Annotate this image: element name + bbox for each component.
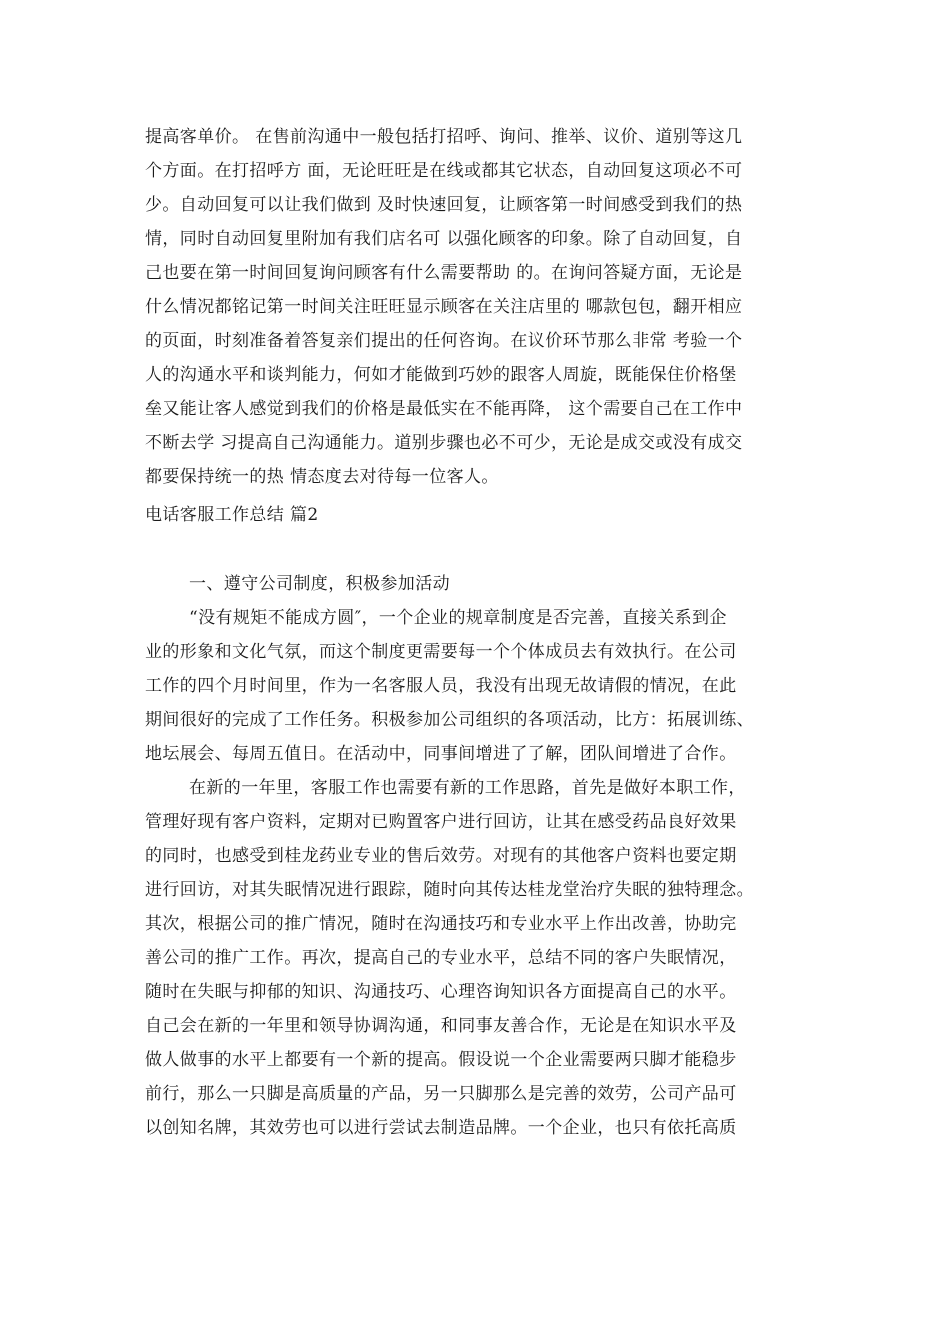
body-line: 在新的一年里，客服工作也需要有新的工作思路，首先是做好本职工作，	[189, 778, 746, 798]
body-line: 随时在失眠与抑郁的知识、沟通技巧、心理咨询知识各方面提高自己的水平。	[145, 982, 737, 1002]
section-title: 电话客服工作总结 篇2	[145, 505, 319, 525]
body-line: 己也要在第一时间回复询问顾客有什么需要帮助 的。在询问答疑方面，无论是	[145, 263, 743, 283]
body-line: 前行，那么一只脚是高质量的产品，另一只脚那么是完善的效劳，公司产品可	[145, 1084, 737, 1104]
body-line: 人的沟通水平和谈判能力，何如才能做到巧妙的跟客人周旋，既能保住价格堡	[145, 365, 737, 385]
body-line: 垒又能让客人感觉到我们的价格是最低实在不能再降， 这个需要自己在工作中	[145, 399, 743, 419]
body-line: 善公司的推广工作。再次，提高自己的专业水平，总结不同的客户失眠情况，	[145, 948, 737, 968]
body-line: 地坛展会、每周五值日。在活动中，同事间增进了了解，团队间增进了合作。	[145, 744, 737, 764]
body-line: 其次，根据公司的推广情况，随时在沟通技巧和专业水平上作出改善，协助完	[145, 914, 737, 934]
body-line: 的同时，也感受到桂龙药业专业的售后效劳。对现有的其他客户资料也要定期	[145, 846, 737, 866]
body-line: 都要保持统一的热 情态度去对待每一位客人。	[145, 467, 499, 487]
body-line: 以创知名牌，其效劳也可以进行尝试去制造品牌。一个企业，也只有依托高质	[145, 1118, 737, 1138]
body-line: 期间很好的完成了工作任务。积极参加公司组织的各项活动，比方：拓展训练、	[145, 710, 754, 730]
body-line: 少。自动回复可以让我们做到 及时快速回复，让顾客第一时间感受到我们的热	[145, 195, 743, 215]
body-line: 自己会在新的一年里和领导协调沟通，和同事友善合作，无论是在知识水平及	[145, 1016, 737, 1036]
body-line: 不断去学 习提高自己沟通能力。道别步骤也必不可少，无论是成交或没有成交	[145, 433, 743, 453]
body-line: 管理好现有客户资料，定期对已购置客户进行回访，让其在感受药品良好效果	[145, 812, 737, 832]
body-line: 情，同时自动回复里附加有我们店名可 以强化顾客的印象。除了自动回复，自	[145, 229, 743, 249]
body-line: 提高客单价。 在售前沟通中一般包括打招呼、询问、推举、议价、道别等这几	[145, 127, 743, 147]
body-line: 什么情况都铭记第一时间关注旺旺显示顾客在关注店里的 哪款包包，翻开相应	[145, 297, 743, 317]
body-line: 进行回访，对其失眠情况进行跟踪，随时向其传达桂龙堂治疗失眠的独特理念。	[145, 880, 754, 900]
body-line: 个方面。在打招呼方 面，无论旺旺是在线或都其它状态，自动回复这项必不可	[145, 161, 743, 181]
body-line: 工作的四个月时间里，作为一名客服人员，我没有出现无故请假的情况，在此	[145, 676, 737, 696]
body-line: 业的形象和文化气氛，而这个制度更需要每一个个体成员去有效执行。在公司	[145, 642, 737, 662]
body-line: “没有规矩不能成方圆″，一个企业的规章制度是否完善，直接关系到企	[189, 608, 727, 628]
body-line: 做人做事的水平上都要有一个新的提高。假设说一个企业需要两只脚才能稳步	[145, 1050, 737, 1070]
subheading: 一、遵守公司制度，积极参加活动	[189, 574, 450, 594]
body-line: 的页面，时刻准备着答复亲们提出的任何咨询。在议价环节那么非常 考验一个	[145, 331, 743, 351]
